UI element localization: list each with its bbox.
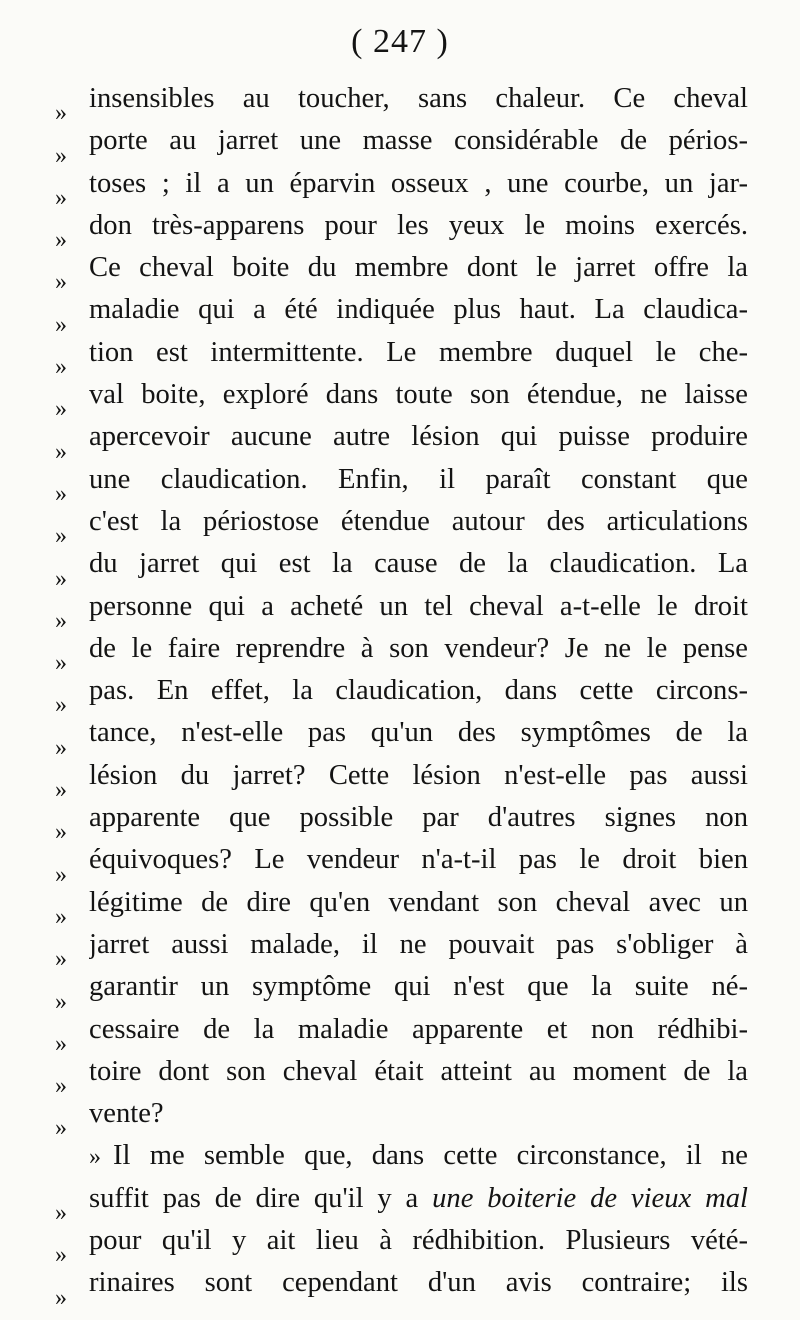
quote-mark: » bbox=[55, 607, 67, 634]
text-line bbox=[55, 247, 755, 296]
line-text: apparente que possible par d'autres signes non bbox=[89, 802, 748, 834]
text-line bbox=[55, 416, 755, 465]
text-line bbox=[55, 586, 755, 634]
text-line bbox=[55, 374, 755, 423]
text-line bbox=[55, 1051, 755, 1100]
quote-mark: » bbox=[55, 1200, 67, 1227]
quote-mark: » bbox=[55, 777, 67, 804]
line-text: apercevoir aucune autre lésion qui puisse produire bbox=[89, 421, 748, 453]
quote-mark: » bbox=[55, 142, 67, 169]
text-line bbox=[55, 501, 755, 550]
italic-phrase: une boiterie de vieux mal bbox=[432, 1182, 748, 1214]
text-line bbox=[55, 78, 755, 127]
line-text: garantir un symptôme qui n'est que la suite né- bbox=[89, 971, 748, 1003]
quote-mark: » bbox=[55, 269, 67, 296]
line-text: du jarret qui est la cause de la claudication. La bbox=[89, 548, 748, 580]
line-text: lésion du jarret? Cette lésion n'est-elle pas aussi bbox=[89, 759, 748, 791]
line-text: porte au jarret une masse considérable de périos- bbox=[89, 125, 748, 157]
quote-mark: » bbox=[55, 861, 67, 888]
quote-mark: » bbox=[55, 946, 67, 973]
text-line bbox=[55, 712, 755, 761]
quote-mark: » bbox=[55, 819, 67, 846]
text-line bbox=[55, 882, 755, 930]
quote-mark: » bbox=[55, 988, 67, 1015]
line-text: pas. En effet, la claudication, dans cette circons- bbox=[89, 675, 748, 707]
line-text-content: Il me semble que, dans cette circonstance, il ne bbox=[113, 1140, 748, 1172]
quote-mark: » bbox=[89, 1144, 101, 1171]
text-line bbox=[55, 289, 755, 338]
line-text: val boite, exploré dans toute son étendue, ne laisse bbox=[89, 379, 748, 411]
text-line bbox=[55, 1262, 755, 1311]
quote-mark: » bbox=[55, 1030, 67, 1057]
text-line bbox=[55, 332, 755, 381]
quote-mark: » bbox=[55, 184, 67, 211]
quote-mark: » bbox=[55, 1242, 67, 1269]
text-line bbox=[55, 755, 755, 804]
text-line bbox=[55, 670, 755, 719]
line-text: équivoques? Le vendeur n'a-t-il pas le droit bien bbox=[89, 844, 748, 876]
paragraph-first-line bbox=[55, 1135, 755, 1177]
quote-mark: » bbox=[55, 1284, 67, 1311]
line-text: don très-apparens pour les yeux le moins exercés. bbox=[89, 209, 748, 241]
line-text: de le faire reprendre à son vendeur? Je ne le pense bbox=[89, 632, 748, 664]
quote-mark: » bbox=[55, 438, 67, 465]
text-line bbox=[55, 205, 755, 254]
quote-mark: » bbox=[55, 480, 67, 507]
line-text: personne qui a acheté un tel cheval a-t-elle le droit bbox=[89, 590, 748, 622]
line-text: toire dont son cheval était atteint au moment de la bbox=[89, 1055, 748, 1087]
line-text: légitime de dire qu'en vendant son cheval avec un bbox=[89, 886, 748, 918]
quote-mark: » bbox=[55, 1115, 67, 1142]
line-text: maladie qui a été indiquée plus haut. La claudica- bbox=[89, 294, 748, 326]
line-text-before: suffit pas de dire qu'il y a bbox=[89, 1182, 433, 1214]
line-text: tion est intermittente. Le membre duquel le che- bbox=[89, 336, 748, 368]
quote-mark: » bbox=[55, 903, 67, 930]
line-text: insensibles au toucher, sans chaleur. Ce cheval bbox=[89, 83, 748, 114]
quote-mark: » bbox=[55, 396, 67, 423]
text-line bbox=[55, 1093, 755, 1142]
quote-mark: » bbox=[55, 1073, 67, 1100]
line-text: cessaire de la maladie apparente et non rédhibi- bbox=[89, 1013, 748, 1045]
page-number: ( 247 ) bbox=[351, 23, 449, 60]
quote-mark: » bbox=[55, 227, 67, 254]
text-line bbox=[55, 924, 755, 973]
quote-mark: » bbox=[55, 565, 67, 592]
quote-mark: » bbox=[55, 354, 67, 381]
text-line bbox=[55, 1178, 755, 1227]
line-text: tance, n'est-elle pas qu'un des symptômes de la bbox=[89, 717, 748, 749]
line-text: toses ; il a un éparvin osseux , une courbe, un jar- bbox=[89, 167, 748, 199]
line-text: rinaires sont cependant d'un avis contraire; ils bbox=[89, 1267, 748, 1299]
body-text bbox=[55, 78, 755, 1311]
text-line bbox=[55, 1220, 755, 1269]
text-line bbox=[55, 120, 755, 169]
text-line bbox=[55, 1009, 755, 1057]
text-line bbox=[55, 459, 755, 507]
line-text: une claudication. Enfin, il paraît constant que bbox=[89, 463, 748, 495]
line-text: pour qu'il y ait lieu à rédhibition. Plusieurs vété- bbox=[89, 1225, 748, 1257]
text-line bbox=[55, 543, 755, 592]
text-line bbox=[55, 966, 755, 1015]
quote-mark: » bbox=[55, 650, 67, 677]
line-text bbox=[89, 1178, 748, 1220]
text-line bbox=[55, 839, 755, 888]
line-text: jarret aussi malade, il ne pouvait pas s'obliger à bbox=[89, 928, 748, 960]
text-line bbox=[55, 628, 755, 677]
line-text: Ce cheval boite du membre dont le jarret offre la bbox=[89, 252, 748, 284]
line-text: vente? bbox=[89, 1098, 164, 1130]
quote-mark: » bbox=[55, 311, 67, 338]
quote-mark: » bbox=[55, 734, 67, 761]
line-text bbox=[89, 1135, 748, 1177]
quote-mark: » bbox=[55, 100, 67, 127]
quote-mark: » bbox=[55, 692, 67, 719]
text-line bbox=[55, 797, 755, 846]
quote-mark: » bbox=[55, 523, 67, 550]
line-text: c'est la périostose étendue autour des articulations bbox=[89, 505, 748, 537]
text-line bbox=[55, 163, 755, 211]
